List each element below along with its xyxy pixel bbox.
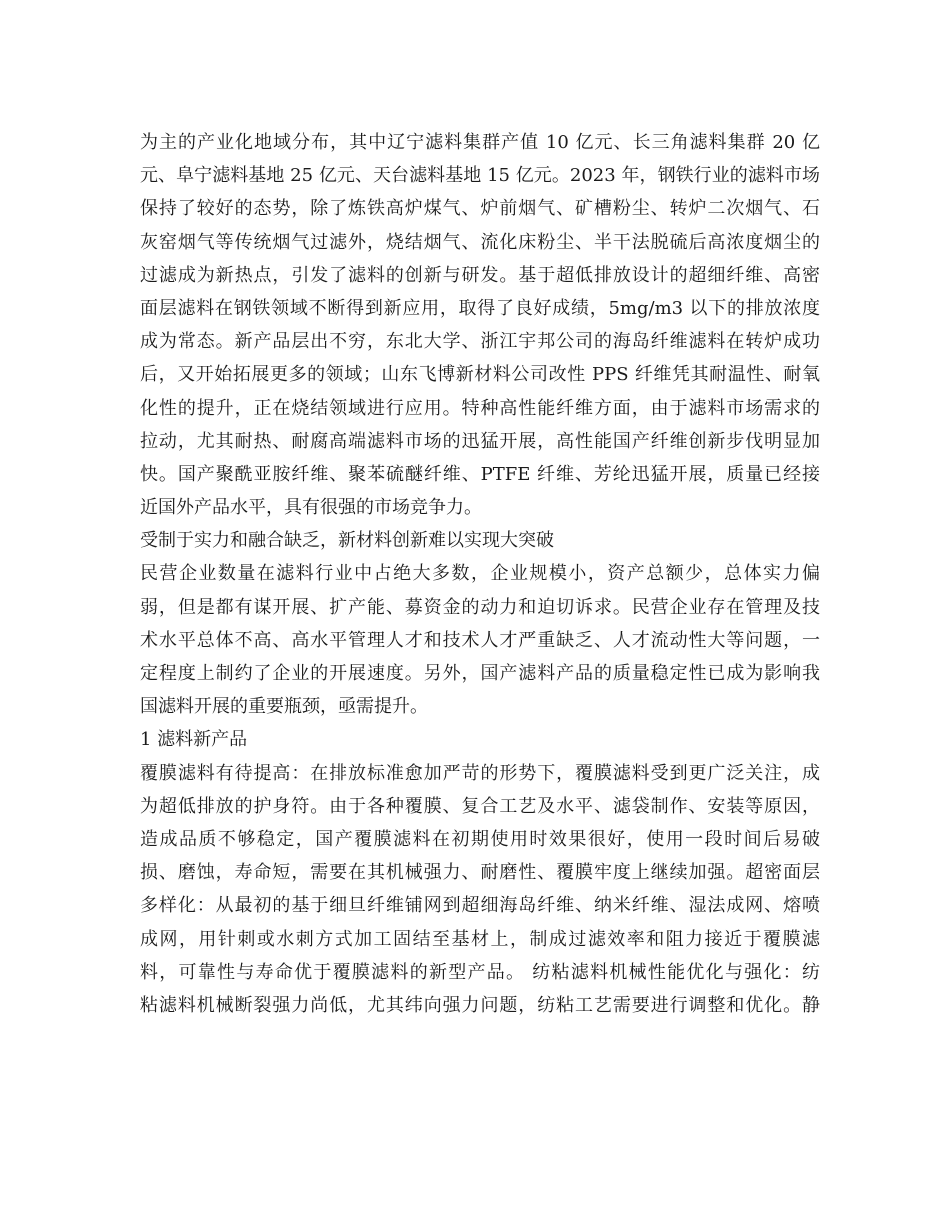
text-line: 定程度上制约了企业的开展速度。另外，国产滤料产品的质量稳定性已成为影响我 — [140, 663, 820, 684]
section-heading: 受制于实力和融合缺乏，新材料创新难以实现大突破 — [140, 530, 554, 552]
text-line: 多样化：从最初的基于细旦纤维铺网到超细海岛纤维、纳米纤维、湿法成网、熔喷 — [140, 895, 820, 917]
text-line: 面层滤料在钢铁领域不断得到新应用，取得了良好成绩，5mg/m3 以下的排放浓度 — [140, 297, 820, 319]
text-line: 成网，用针刺或水刺方式加工固结至基材上，制成过滤效率和阻力接近于覆膜滤 — [140, 928, 820, 950]
text-line: 近国外产品水平，具有很强的市场竞争力。 — [140, 497, 482, 519]
text-line: 弱，但是都有谋开展、扩产能、募资金的动力和迫切诉求。民营企业存在管理及技 — [140, 596, 820, 618]
text-line: 覆膜滤料有待提高：在排放标准愈加严苛的形势下，覆膜滤料受到更广泛关注，成 — [140, 762, 820, 784]
text-line: 成为常态。新产品层出不穷，东北大学、浙江宇邦公司的海岛纤维滤料在转炉成功 — [140, 331, 820, 353]
text-line: 元、阜宁滤料基地 25 亿元、天台滤料基地 15 亿元。2023 年，钢铁行业的滤料市场 — [140, 165, 820, 187]
document-body — [140, 126, 820, 1022]
text-line: 术水平总体不高、高水平管理人才和技术人才严重缺乏、人才流动性大等问题，一 — [140, 629, 820, 651]
text-line: 损、磨蚀，寿命短，需要在其机械强力、耐磨性、覆膜牢度上继续加强。超密面层 — [140, 862, 820, 884]
text-line: 后，又开始拓展更多的领域；山东飞博新材料公司改性 PPS 纤维凭其耐温性、耐氧 — [140, 364, 820, 386]
text-line: 为主的产业化地域分布，其中辽宁滤料集群产值 10 亿元、长三角滤料集群 20 亿 — [140, 132, 820, 153]
text-line: 快。国产聚酰亚胺纤维、聚苯硫醚纤维、PTFE 纤维、芳纶迅猛开展，质量已经接 — [140, 463, 820, 485]
text-line: 为超低排放的护身符。由于各种覆膜、复合工艺及水平、滤袋制作、安装等原因， — [140, 795, 820, 817]
text-line: 造成品质不够稳定，国产覆膜滤料在初期使用时效果很好，使用一段时间后易破 — [140, 828, 820, 850]
text-line: 保持了较好的态势，除了炼铁高炉煤气、炉前烟气、矿槽粉尘、转炉二次烟气、石 — [140, 198, 820, 220]
text-line: 料，可靠性与寿命优于覆膜滤料的新型产品。 纺粘滤料机械性能优化与强化：纺 — [140, 961, 820, 983]
text-line: 灰窑烟气等传统烟气过滤外，烧结烟气、流化床粉尘、半干法脱硫后高浓度烟尘的 — [140, 231, 820, 253]
text-line: 粘滤料机械断裂强力尚低，尤其纬向强力问题，纺粘工艺需要进行调整和优化。静 — [140, 994, 820, 1016]
text-line: 拉动，尤其耐热、耐腐高端滤料市场的迅猛开展，高性能国产纤维创新步伐明显加 — [140, 430, 820, 452]
text-line: 国滤料开展的重要瓶颈，亟需提升。 — [140, 696, 428, 718]
text-line: 民营企业数量在滤料行业中占绝大多数，企业规模小，资产总额少，总体实力偏 — [140, 563, 820, 585]
text-line: 过滤成为新热点，引发了滤料的创新与研发。基于超低排放设计的超细纤维、高密 — [140, 264, 820, 286]
text-line: 化性的提升，正在烧结领域进行应用。特种高性能纤维方面，由于滤料市场需求的 — [140, 397, 820, 419]
section-heading: 1 滤料新产品 — [140, 729, 248, 751]
